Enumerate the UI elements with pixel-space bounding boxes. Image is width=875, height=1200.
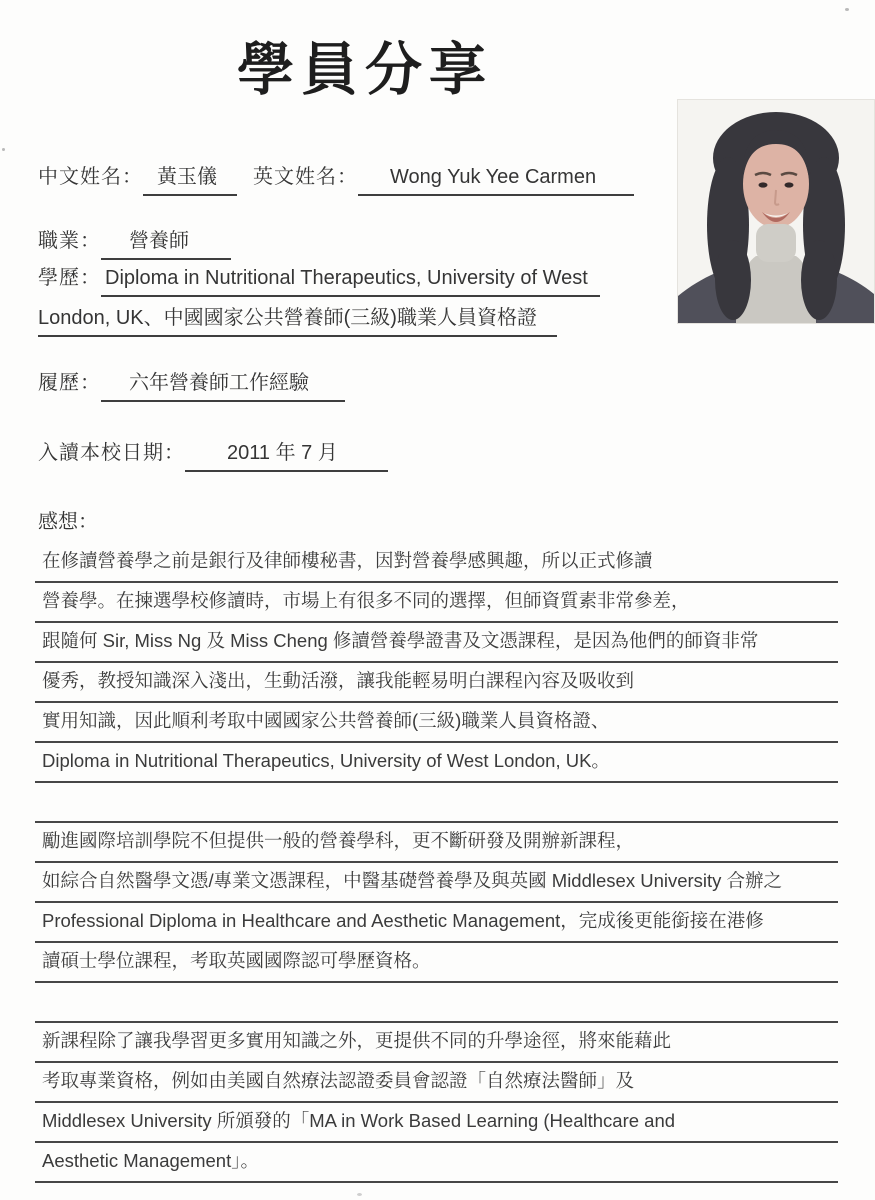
experience-value: 六年營養師工作經驗 [101, 366, 345, 402]
reflection-line [35, 543, 838, 583]
reflection-line [35, 863, 838, 903]
reflection-line [35, 1023, 838, 1063]
reflection-line [35, 943, 838, 983]
english-name-label: 英文姓名： [253, 166, 358, 188]
reflections-label: 感想： [38, 511, 98, 533]
occupation-value: 營養師 [101, 224, 231, 260]
experience-row [38, 366, 345, 402]
scan-speck [2, 148, 5, 151]
chinese-name-value: 黃玉儀 [143, 160, 237, 196]
education-row-line1 [38, 261, 600, 297]
reflection-lines [35, 543, 838, 1183]
student-portrait-photo [678, 100, 874, 323]
scan-speck [357, 1193, 362, 1196]
reflection-line-text: 新課程除了讓我學習更多實用知識之外，更提供不同的升學途徑，將來能藉此 [42, 1030, 672, 1051]
enrollment-date-row [38, 436, 388, 472]
reflection-line [35, 1143, 838, 1183]
scan-speck [845, 8, 849, 11]
reflection-line [35, 703, 838, 743]
reflection-line-text: Diploma in Nutritional Therapeutics, University of West London, UK。 [42, 750, 610, 771]
reflection-line [35, 823, 838, 863]
reflection-line-text: 在修讀營養學之前是銀行及律師樓秘書，因對營養學感興趣，所以正式修讀 [42, 550, 653, 571]
chinese-name-label: 中文姓名： [38, 166, 143, 188]
portrait-illustration [678, 100, 874, 323]
reflection-line-text: 優秀，教授知識深入淺出，生動活潑，讓我能輕易明白課程內容及吸收到 [42, 670, 635, 691]
name-row [38, 160, 634, 196]
reflection-line [35, 663, 838, 703]
reflection-line-text: Professional Diploma in Healthcare and Aesthetic Management，完成後更能銜接在港修 [42, 910, 764, 931]
reflection-line [35, 623, 838, 663]
education-value-line2: London, UK、中國國家公共營養師(三級)職業人員資格證 [38, 301, 557, 337]
education-label: 學歷： [38, 267, 101, 289]
reflection-line [35, 1063, 838, 1103]
page-title: 學員分享 [237, 37, 493, 103]
reflection-line-text: Middlesex University 所頒發的「MA in Work Based Learning (Healthcare and [42, 1110, 676, 1131]
enrollment-date-value: 2011 年 7 月 [185, 436, 388, 472]
reflection-line-text: 跟隨何 Sir, Miss Ng 及 Miss Cheng 修讀營養學證書及文憑課程，是因為他們的師資非常 [42, 630, 759, 651]
reflection-line-text: Aesthetic Management」。 [42, 1150, 259, 1171]
reflection-line [35, 743, 838, 783]
reflection-line-text: 實用知識，因此順利考取中國國家公共營養師(三級)職業人員資格證、 [42, 710, 610, 731]
experience-label: 履歷： [38, 372, 101, 394]
reflection-line [35, 583, 838, 623]
education-row-line2 [38, 301, 557, 337]
education-value-line1: Diploma in Nutritional Therapeutics, University of West [101, 267, 600, 297]
enrollment-date-label: 入讀本校日期： [38, 442, 185, 464]
reflection-line-empty [35, 783, 838, 823]
reflection-line-empty [35, 983, 838, 1023]
reflection-line-text: 如綜合自然醫學文憑/專業文憑課程，中醫基礎營養學及與英國 Middlesex University 合辦之 [42, 870, 783, 891]
reflection-line [35, 903, 838, 943]
occupation-label: 職業： [38, 230, 101, 252]
english-name-value: Wong Yuk Yee Carmen [358, 166, 634, 196]
occupation-row [38, 224, 231, 260]
reflection-line [35, 1103, 838, 1143]
reflection-line-text: 勵進國際培訓學院不但提供一般的營養學科，更不斷研發及開辦新課程， [42, 830, 635, 851]
reflection-line-text: 考取專業資格，例如由美國自然療法認證委員會認證「自然療法醫師」及 [42, 1070, 635, 1091]
reflection-line-text: 營養學。在揀選學校修讀時，市場上有很多不同的選擇，但師資質素非常參差， [42, 590, 690, 611]
reflection-line-text: 讀碩士學位課程，考取英國國際認可學歷資格。 [42, 950, 431, 971]
